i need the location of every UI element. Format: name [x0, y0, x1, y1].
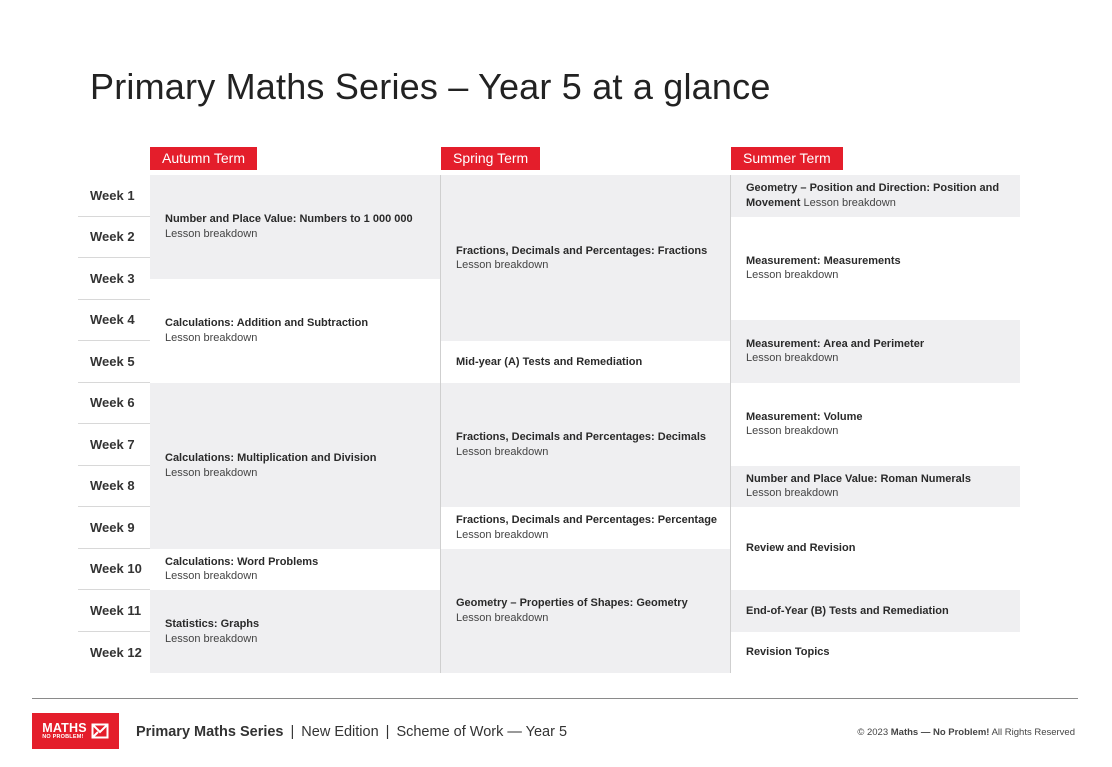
copyright — [857, 727, 1075, 738]
week-label: Week 9 — [78, 507, 150, 549]
lesson-breakdown-link[interactable]: Lesson breakdown — [165, 227, 258, 240]
unit-cell — [441, 383, 730, 508]
column-autumn — [150, 175, 440, 673]
lesson-breakdown-link[interactable]: Lesson breakdown — [456, 259, 549, 271]
lesson-breakdown-link[interactable]: Lesson breakdown — [746, 425, 839, 437]
unit-cell — [731, 632, 1020, 674]
lesson-breakdown-link[interactable]: Lesson breakdown — [456, 611, 549, 624]
logo-subtext: NO PROBLEM! — [42, 733, 84, 740]
brand-logo — [32, 713, 119, 749]
lesson-breakdown-link[interactable]: Lesson breakdown — [165, 466, 258, 479]
footer-scheme: Scheme of Work — Year 5 — [396, 724, 568, 740]
week-label: Week 7 — [78, 424, 150, 466]
unit-title: Geometry – Position and Direction: Position and Movement — [746, 182, 1000, 209]
unit-title: Measurement: Area and Perimeter — [746, 337, 925, 350]
unit-cell — [731, 217, 1020, 321]
lesson-breakdown-link[interactable]: Lesson breakdown — [456, 445, 549, 458]
lesson-breakdown-link[interactable]: Lesson breakdown — [165, 570, 258, 583]
footer-series-info — [136, 724, 567, 740]
unit-title: Calculations: Word Problems — [165, 555, 319, 568]
unit-cell — [731, 590, 1020, 632]
unit-title: Fractions, Decimals and Percentages: Percentage — [456, 514, 718, 527]
footer-divider — [32, 698, 1078, 699]
unit-cell — [150, 590, 440, 673]
unit-title: Number and Place Value: Roman Numerals — [746, 472, 971, 485]
unit-cell — [731, 320, 1020, 382]
unit-title: Fractions, Decimals and Percentages: Decimals — [456, 431, 707, 444]
lesson-breakdown-link[interactable]: Lesson breakdown — [165, 331, 258, 344]
unit-title: Mid-year (A) Tests and Remediation — [456, 355, 643, 368]
unit-title: Calculations: Addition and Subtraction — [165, 317, 369, 330]
footer-series: Primary Maths Series — [136, 724, 284, 740]
page-title: Primary Maths Series – Year 5 at a glance — [90, 66, 771, 107]
column-spring — [440, 175, 730, 673]
week-label: Week 2 — [78, 217, 150, 259]
column-summer — [730, 175, 1020, 673]
week-label: Week 5 — [78, 341, 150, 383]
unit-cell — [150, 549, 440, 591]
lesson-breakdown-link[interactable]: Lesson breakdown — [803, 196, 896, 209]
week-label: Week 1 — [78, 175, 150, 217]
week-label: Week 8 — [78, 466, 150, 508]
footer-separator: | — [290, 724, 295, 740]
week-label: Week 4 — [78, 300, 150, 342]
week-label: Week 10 — [78, 549, 150, 591]
lesson-breakdown-link[interactable]: Lesson breakdown — [746, 269, 839, 282]
unit-cell — [731, 507, 1020, 590]
copyright-brand: Maths — No Problem! — [890, 727, 990, 738]
unit-cell — [441, 549, 730, 674]
unit-title: Calculations: Multiplication and Division — [165, 452, 377, 464]
unit-cell — [441, 341, 730, 383]
lesson-breakdown-link[interactable]: Lesson breakdown — [165, 632, 258, 645]
unit-title: Measurement: Measurements — [746, 254, 901, 267]
unit-title: Fractions, Decimals and Percentages: Fractions — [456, 244, 708, 257]
copyright-rights: All Rights Reserved — [991, 727, 1075, 738]
week-label: Week 6 — [78, 383, 150, 425]
logo-envelope-icon — [91, 723, 109, 739]
lesson-breakdown-link[interactable]: Lesson breakdown — [746, 352, 839, 365]
unit-cell — [731, 175, 1020, 217]
term-header-spring: Spring Term — [441, 147, 540, 170]
copyright-year: © 2023 — [857, 727, 889, 738]
unit-title: Measurement: Volume — [746, 410, 863, 423]
unit-title: Geometry – Properties of Shapes: Geometry — [456, 597, 688, 610]
unit-cell — [150, 279, 440, 383]
unit-cell — [150, 383, 440, 549]
unit-cell — [731, 466, 1020, 508]
unit-title: End-of-Year (B) Tests and Remediation — [746, 604, 949, 617]
lesson-breakdown-link[interactable]: Lesson breakdown — [456, 528, 549, 541]
logo-text: MATHS — [42, 720, 87, 735]
footer-separator: | — [385, 724, 390, 740]
term-header-summer: Summer Term — [731, 147, 843, 170]
unit-title: Revision Topics — [746, 646, 830, 658]
unit-title: Statistics: Graphs — [165, 618, 260, 630]
unit-cell — [441, 175, 730, 341]
lesson-breakdown-link[interactable]: Lesson breakdown — [746, 487, 839, 500]
week-label: Week 3 — [78, 258, 150, 300]
unit-cell — [150, 175, 440, 279]
week-label: Week 12 — [90, 644, 142, 660]
term-header-autumn: Autumn Term — [150, 147, 257, 170]
unit-cell — [441, 507, 730, 549]
unit-title: Number and Place Value: Numbers to 1 000 000 — [165, 213, 413, 226]
unit-cell — [731, 383, 1020, 466]
footer-edition: New Edition — [301, 724, 379, 740]
unit-title: Review and Revision — [746, 542, 856, 555]
week-label: Week 11 — [78, 590, 150, 632]
